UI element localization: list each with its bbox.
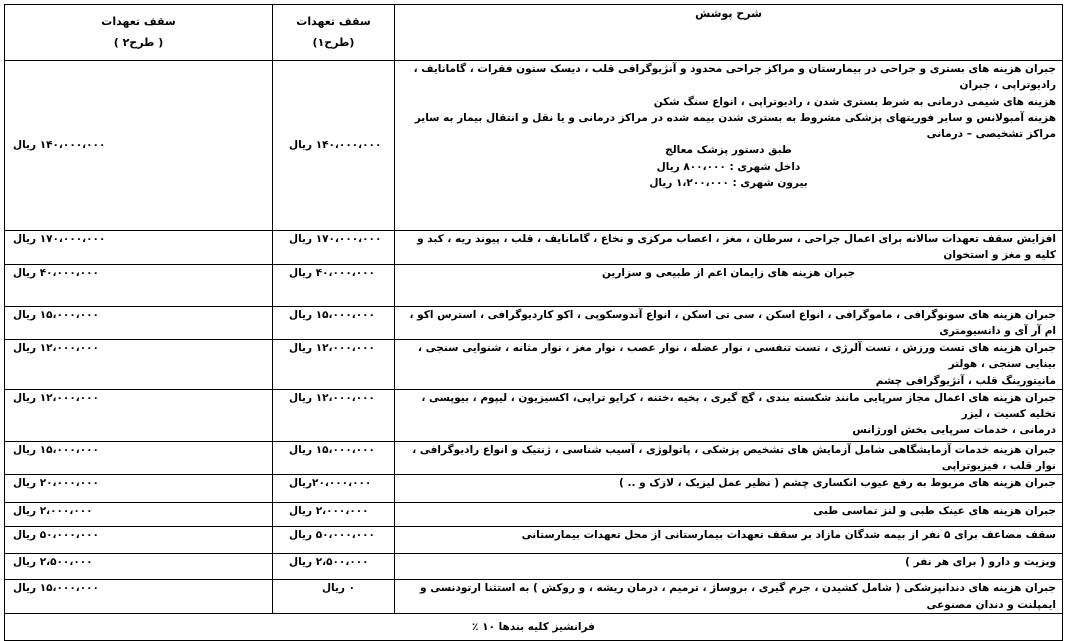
plan1-amount: ۲،۵۰۰،۰۰۰ ریال bbox=[273, 554, 395, 580]
coverage-row bbox=[5, 231, 1063, 265]
coverage-table bbox=[4, 4, 1063, 641]
header-plan2-title: سقف تعهدات bbox=[101, 14, 176, 28]
coverage-row bbox=[5, 389, 1063, 441]
description-line: طبق دستور پزشک معالج bbox=[665, 144, 792, 157]
description-line: جبران هزینه های دندانپزشکی ( شامل کشیدن ، جرم گیری ، بروساژ ، ترمیم ، درمان ریشه ، و روکش ) به استثنا ارتودنسی و ایمپلنت و دندان مصنوعی bbox=[420, 582, 1056, 611]
description-line: ویزیت و دارو ( برای هر نفر ) bbox=[905, 556, 1056, 569]
coverage-row bbox=[5, 340, 1063, 390]
description-line: جبران هزینه های اعمال مجاز سرپایی مانند شکسته بندی ، گچ گیری ، بخیه ،ختنه ، کرایو تراپی، اکسیزیون ، لیپوم ، بیوپسی ، تخلیه کسیت ، لیزر bbox=[421, 391, 1056, 421]
coverage-table-wrapper bbox=[4, 4, 1062, 633]
coverage-row bbox=[5, 475, 1063, 503]
plan2-amount: ۲۰،۰۰۰،۰۰۰ ریال bbox=[5, 475, 273, 503]
plan1-amount: ۱۵،۰۰۰،۰۰۰ ریال bbox=[273, 441, 395, 475]
plan2-amount: ۲،۰۰۰،۰۰۰ ریال bbox=[5, 503, 273, 527]
description-line: جبران هزینه های بستری و جراحی در بیمارستان و مراکز جراحی محدود و آنژیوگرافی قلب ، دیسک ستون فقرات ، گامانایف ، رادیوتراپی ، جبران bbox=[413, 63, 1056, 92]
plan2-amount: ۲،۵۰۰،۰۰۰ ریال bbox=[5, 554, 273, 580]
coverage-row bbox=[5, 61, 1063, 231]
plan2-amount: ۱۷۰،۰۰۰،۰۰۰ ریال bbox=[5, 231, 273, 265]
description-line: جبران هزینه های سونوگرافی ، ماموگرافی ، انواع اسکن ، سی تی اسکن ، انواع آندوسکوپی ، اکو کاردیوگرافی ، استرس اکو ، ام آر آی و دانسیومتری bbox=[409, 308, 1056, 337]
franchise-note: فرانشیز کلیه بندها ۱۰ ٪ bbox=[472, 620, 595, 633]
plan2-amount: ۴۰،۰۰۰،۰۰۰ ریال bbox=[5, 264, 273, 306]
plan1-amount: ۱۴۰،۰۰۰،۰۰۰ ریال bbox=[273, 61, 395, 231]
coverage-row bbox=[5, 527, 1063, 554]
coverage-rows bbox=[5, 61, 1063, 614]
coverage-description bbox=[395, 264, 1063, 306]
coverage-description bbox=[395, 527, 1063, 554]
description-line: درمانی ، خدمات سرپایی بخش اورژانس bbox=[852, 424, 1056, 437]
description-line: جبران هزینه های زایمان اعم از طبیعی و سزارین bbox=[601, 266, 856, 279]
coverage-description bbox=[395, 389, 1063, 441]
plan1-amount: ۱۲،۰۰۰،۰۰۰ ریال bbox=[273, 340, 395, 390]
description-line: هزینه آمبولانس و سایر فوریتهای پزشکی مشروط به بستری شدن بیمه شده در مراکز درمانی و یا نقل و انتقال بیمار به سایر مراکز تشخیصی – درمانی bbox=[414, 111, 1056, 141]
plan2-amount: ۱۲،۰۰۰،۰۰۰ ریال bbox=[5, 340, 273, 390]
description-line: جبران هزینه های تست ورزش ، تست آلرژی ، تست تنفسی ، نوار عضله ، نوار عصب ، نوار مغز ، نوار مثانه ، شنوایی سنجی ، بینایی سنجی ، هولتر bbox=[418, 342, 1056, 371]
description-line: مانیتورینگ قلب ، آنژیوگرافی چشم bbox=[875, 374, 1056, 387]
coverage-description bbox=[395, 475, 1063, 503]
description-line: جبران هزینه های عینک طبی و لنز تماسی طبی bbox=[813, 505, 1056, 518]
description-line: جبران هزینه های مربوط به رفع عیوب انکساری چشم ( نظیر عمل لیزیک ، لازک و .. ) bbox=[619, 477, 1056, 490]
coverage-row bbox=[5, 554, 1063, 580]
header-row bbox=[5, 5, 1063, 61]
plan2-amount: ۱۵،۰۰۰،۰۰۰ ریال bbox=[5, 580, 273, 614]
coverage-description bbox=[395, 231, 1063, 265]
header-plan2 bbox=[5, 5, 273, 61]
footer-cell bbox=[5, 613, 1063, 640]
plan1-amount: ۰ ریال bbox=[273, 580, 395, 614]
coverage-row bbox=[5, 503, 1063, 527]
description-line: هزینه های شیمی درمانی به شرط بستری شدن ، رادیوتراپی ، انواع سنگ شکن bbox=[653, 95, 1056, 108]
description-line: جبران هزینه خدمات آزمایشگاهی شامل آزمایش های تشخیص پزشکی ، پاتولوژی ، آسیب شناسی ، ژنتیک و انواع رادیوگرافی ، نوار قلب ، فیزیوتراپی bbox=[412, 443, 1056, 473]
coverage-row bbox=[5, 441, 1063, 475]
coverage-description bbox=[395, 61, 1063, 231]
header-plan1 bbox=[273, 5, 395, 61]
header-plan1-sub: (طرح۱) bbox=[312, 35, 355, 49]
coverage-row bbox=[5, 306, 1063, 340]
coverage-description bbox=[395, 306, 1063, 340]
coverage-description bbox=[395, 503, 1063, 527]
plan2-amount: ۱۵،۰۰۰،۰۰۰ ریال bbox=[5, 441, 273, 475]
description-line: سقف مضاعف برای ۵ نفر از بیمه شدگان مازاد بر سقف تعهدات بیمارستانی از محل تعهدات بیمارستانی bbox=[521, 529, 1056, 542]
coverage-row bbox=[5, 580, 1063, 614]
plan2-amount: ۱۲،۰۰۰،۰۰۰ ریال bbox=[5, 389, 273, 441]
plan2-amount: ۱۵،۰۰۰،۰۰۰ ریال bbox=[5, 306, 273, 340]
footer-row bbox=[5, 613, 1063, 640]
plan1-amount: ۱۲،۰۰۰،۰۰۰ ریال bbox=[273, 389, 395, 441]
header-plan1-title: سقف تعهدات bbox=[296, 14, 371, 28]
plan1-amount: ۱۷۰،۰۰۰،۰۰۰ ریال bbox=[273, 231, 395, 265]
description-line: افزایش سقف تعهدات سالانه برای اعمال جراحی ، سرطان ، مغز ، اعصاب مرکزی و نخاع ، گامانایف ، قلب ، پیوند ریه ، کبد و کلیه و مغز و استخوان bbox=[417, 233, 1056, 262]
header-plan2-sub: ( طرح۲ ) bbox=[113, 35, 164, 49]
plan1-amount: ۵۰،۰۰۰،۰۰۰ ریال bbox=[273, 527, 395, 554]
coverage-description bbox=[395, 340, 1063, 390]
coverage-row bbox=[5, 264, 1063, 306]
description-line: داخل شهری : ۸۰۰،۰۰۰ ریال bbox=[656, 160, 801, 173]
header-description: شرح پوشش bbox=[395, 5, 1063, 61]
plan1-amount: ۲،۰۰۰،۰۰۰ ریال bbox=[273, 503, 395, 527]
plan1-amount: ۱۵،۰۰۰،۰۰۰ ریال bbox=[273, 306, 395, 340]
coverage-description bbox=[395, 554, 1063, 580]
plan2-amount: ۱۴۰،۰۰۰،۰۰۰ ریال bbox=[5, 61, 273, 231]
plan2-amount: ۵۰،۰۰۰،۰۰۰ ریال bbox=[5, 527, 273, 554]
plan1-amount: ۲۰،۰۰۰،۰۰۰ریال bbox=[273, 475, 395, 503]
coverage-description bbox=[395, 441, 1063, 475]
plan1-amount: ۴۰،۰۰۰،۰۰۰ ریال bbox=[273, 264, 395, 306]
coverage-description bbox=[395, 580, 1063, 614]
description-line: بیرون شهری : ۱،۲۰۰،۰۰۰ ریال bbox=[649, 176, 808, 189]
